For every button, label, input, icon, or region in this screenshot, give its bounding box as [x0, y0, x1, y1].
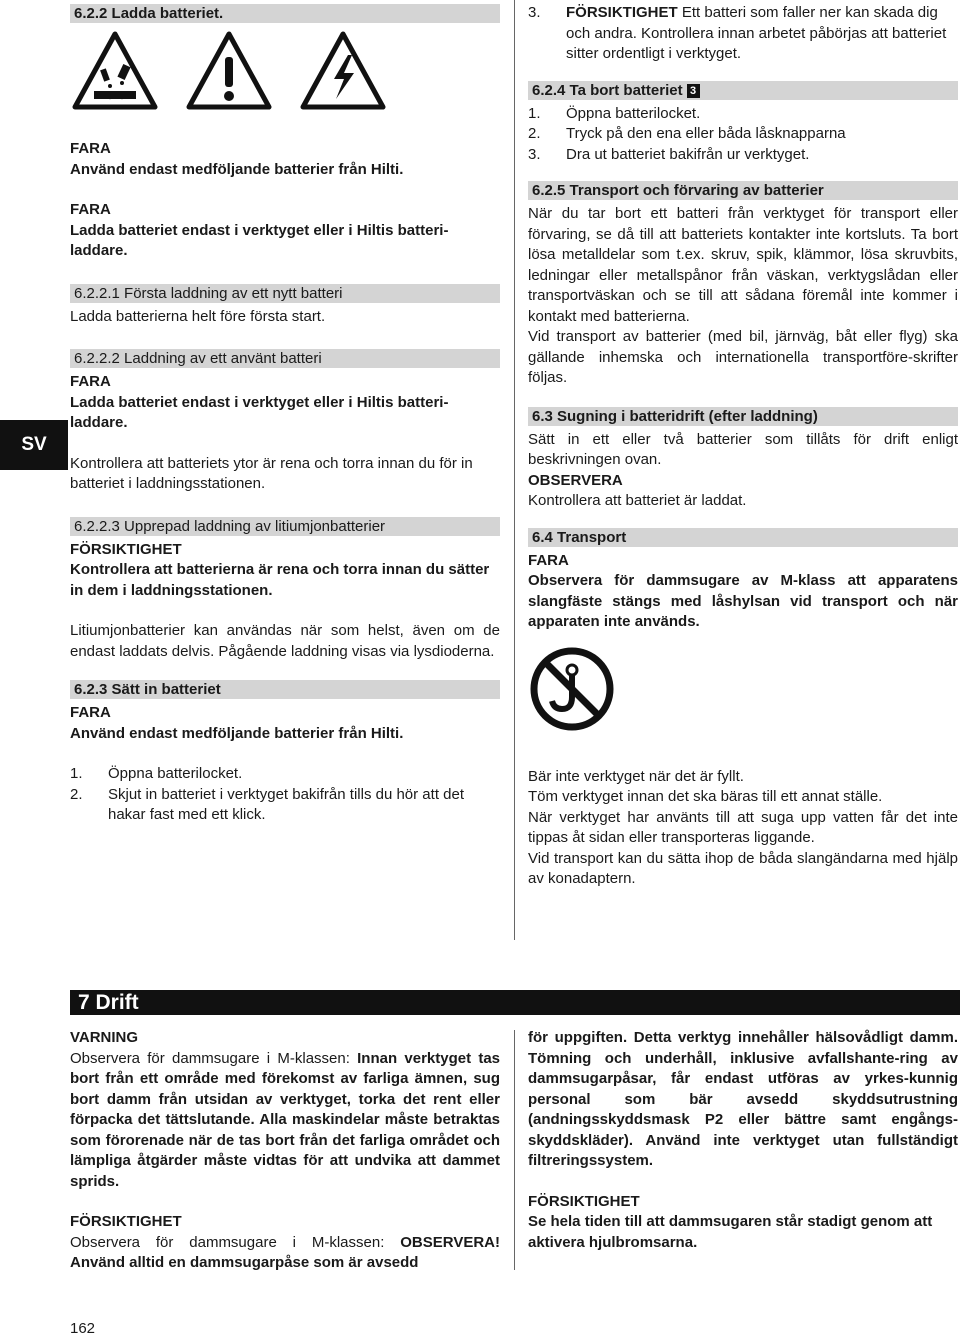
paragraph-6-2-5a: När du tar bort ett batteri från verktyget för transport eller förvaring, se då till att batteriets kontakter inte kortsluts. Ta bort lösa metalldelar som t.ex. skruv, spik, klämmor, lösa skruvbits, ledningar eller metallspånor från väskan, verktygslådan eller transportväskan och se till att sådana föremål inte kommer i kontakt med batterierna. [528, 205, 958, 325]
list-item: 1. Öppna batterilocket. [70, 765, 243, 782]
paragraph-6-4b: Töm verktyget innan det ska bäras till ett annat ställe. [528, 788, 883, 805]
danger-label-4: FARA [70, 704, 111, 721]
paragraph-6-2-2-2: Kontrollera att batteriets ytor är rena och torra innan du för in batteriet i laddningsstationen. [70, 454, 473, 492]
paragraph-6-4c: När verktyget har använts till att suga upp vatten får det inte tippas åt sidan eller transporteras liggande. [528, 808, 958, 846]
danger-text-2: Ladda batteriet endast i verktyget eller i Hiltis batteri-laddare. [70, 221, 449, 259]
heading-6-4: 6.4 Transport [528, 528, 958, 547]
language-tab: SV [0, 420, 68, 470]
warning-icons-row [70, 31, 500, 139]
paragraph-6-3: Sätt in ett eller två batterier som tillåts för drift enligt beskrivningen ovan. [528, 430, 958, 468]
danger-text-5: Observera för dammsugare av M-klass att apparatens slangfäste stängs med låshylsan vid transport och när apparaten inte används. [528, 572, 958, 630]
step-3-caution: 3. FÖRSIKTIGHET Ett batteri som faller ner kan skada dig och andra. Kontrollera innan arbetet påbörjas att batteriet sitter ordentligt i verktyget. [528, 4, 947, 62]
left-column [70, 4, 500, 826]
warning-label: VARNING [70, 1029, 139, 1046]
column-divider-bottom [514, 1030, 515, 1270]
danger-text-4: Använd endast medföljande batterier från Hilti. [70, 724, 404, 742]
warning-text: Observera för dammsugare i M-klassen: Innan verktyget tas bort från ett område med förekomst av farliga ämnen, sug bort damm från utsidan av verktyget, torka det rent eller förpacka det tättslutande. Alla maskindelar måste betraktas som förorenade när de tas bort från det farliga området och lämpliga åtgärder måste vidtas för att undvika att dammet sprids. [70, 1049, 501, 1190]
electric-hazard-icon [300, 31, 386, 111]
heading-6-2-2: 6.2.2 Ladda batteriet. [70, 4, 500, 23]
page-number: 162 [70, 1320, 96, 1337]
paragraph-6-4a: Bär inte verktyget när det är fyllt. [528, 767, 744, 785]
list-item: 3. Dra ut batteriet bakifrån ur verktyget. [528, 145, 810, 163]
notice-text: Kontrollera att batteriet är laddat. [528, 492, 747, 509]
caution-label-1: FÖRSIKTIGHET [70, 540, 182, 558]
section-7-right [528, 1028, 958, 1253]
paragraph-6-2-2-3: Litiumjonbatterier kan användas när som helst, även om de endast laddats delvis. Pågående laddning visas via lysdioderna. [70, 622, 500, 660]
heading-6-2-4: 6.2.4 Ta bort batteriet 3 [528, 81, 958, 100]
corrosive-warning-icon [72, 31, 158, 111]
caution-text-2: Observera för dammsugare i M-klassen: OBSERVERA! Använd alltid en dammsugarpåse som är avsedd [70, 1233, 500, 1271]
heading-6-2-2-1: 6.2.2.1 Första laddning av ett nytt batteri [70, 284, 500, 303]
caution-text-1: Kontrollera att batterierna är rena och torra innan du sätter in dem i laddningsstationen. [70, 561, 490, 599]
list-item: 2. Skjut in batteriet i verktyget bakifrån tills du hör att det hakar fast med ett klick. [70, 785, 465, 823]
heading-6-2-2-3: 6.2.2.3 Upprepad laddning av litiumjonbatterier [70, 517, 500, 536]
notice-label: OBSERVERA [528, 471, 623, 489]
no-lifting-hook-icon [528, 645, 616, 733]
heading-6-2-3: 6.2.3 Sätt in batteriet [70, 680, 500, 699]
caution-label-2: FÖRSIKTIGHET [70, 1213, 182, 1230]
heading-6-2-2-2: 6.2.2.2 Laddning av ett använt batteri [70, 349, 500, 368]
prohibition-icon-wrap [528, 645, 958, 767]
danger-label-2: FARA [70, 201, 111, 218]
paragraph-6-2-5b: Vid transport av batterier (med bil, järnväg, båt eller flyg) ska gällande inhemska och internationella transportföre-skrifter följas. [528, 328, 958, 386]
danger-label-5: FARA [528, 551, 569, 569]
general-warning-icon [186, 31, 272, 111]
section-7-left [70, 1028, 500, 1274]
column-divider-top [514, 0, 515, 940]
steps-6-2-3 [70, 764, 500, 826]
danger-text-1: Använd endast medföljande batterier från Hilti. [70, 160, 404, 178]
steps-6-2-4 [528, 104, 958, 166]
paragraph-6-2-2-1: Ladda batterierna helt före första start. [70, 307, 326, 325]
caution-text-3: Se hela tiden till att dammsugaren står stadigt genom att aktivera hjulbromsarna. [528, 1213, 933, 1251]
danger-label-3: FARA [70, 373, 111, 390]
section-7-continued: för uppgiften. Detta verktyg innehåller hälsovådligt damm. Tömning och underhåll, inklusive avfallshante-ring av dammsugarpåsar, får endast utföras av yrkes-kunnig personal som bär avsedd skyddsutrustning (andningsskyddsmask P2 eller bättre samt engångs-skyddskläder). Använd inte verktyget utan fullständigt filtreringssystem. [528, 1029, 958, 1169]
right-column [528, 3, 958, 890]
heading-6-3: 6.3 Sugning i batteridrift (efter laddning) [528, 407, 958, 426]
list-item: 1. Öppna batterilocket. [528, 104, 701, 122]
paragraph-6-4d: Vid transport kan du sätta ihop de båda slangändarna med hjälp av konadaptern. [528, 849, 958, 887]
danger-text-3: Ladda batteriet endast i verktyget eller i Hiltis batteri-laddare. [70, 393, 449, 431]
heading-6-2-5: 6.2.5 Transport och förvaring av batterier [528, 181, 958, 200]
section-7-title: 7 Drift [70, 990, 960, 1015]
caution-label-3: FÖRSIKTIGHET [528, 1192, 640, 1210]
list-item: 2. Tryck på den ena eller båda låsknapparna [528, 125, 846, 142]
danger-label-1: FARA [70, 140, 111, 157]
figure-ref-badge: 3 [687, 84, 700, 98]
